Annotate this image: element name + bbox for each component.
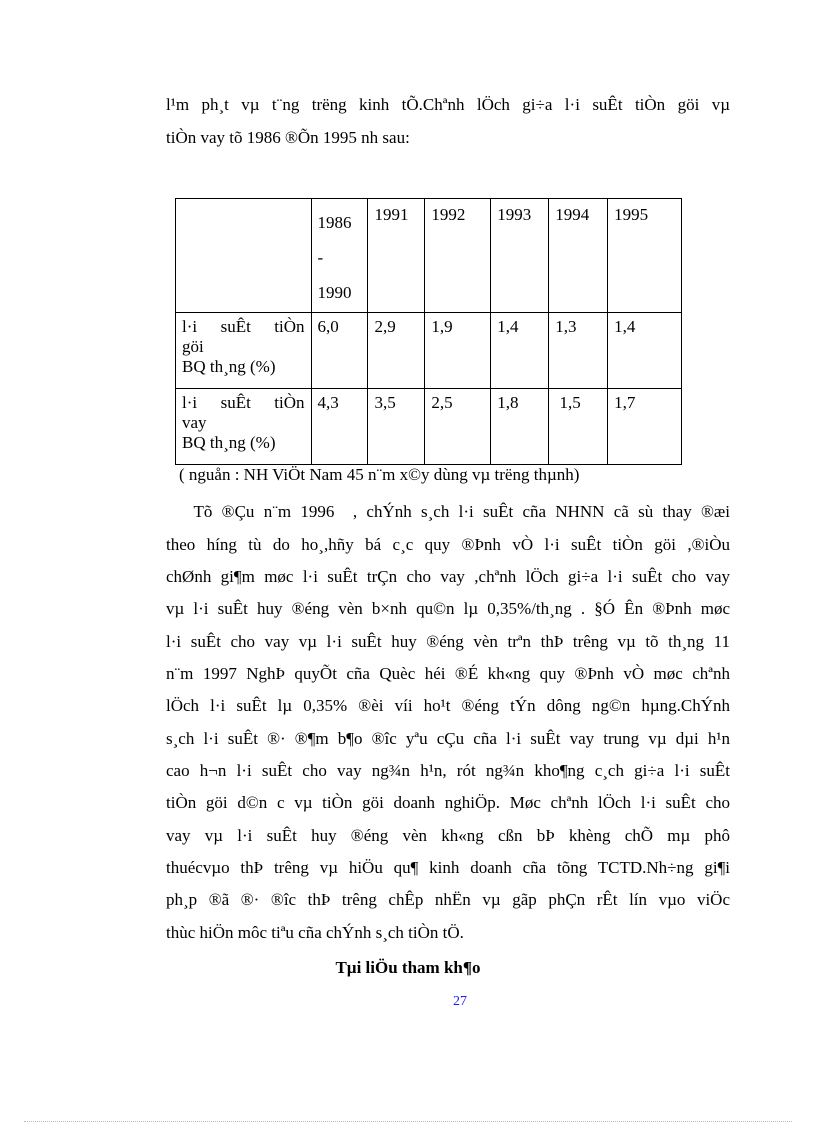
- row-label-line: BQ th¸ng (%): [182, 433, 276, 452]
- body-line: theo híng tù do ho¸,hñy bá c¸c quy ®Þnh vÒ l·i suÊt tiÒn göi ,®iÒu: [166, 535, 730, 554]
- intro-line-2: tiÒn vay tõ 1986 ®Õn 1995 nh sau:: [166, 128, 410, 147]
- intro-line-1: l¹m ph¸t vµ t¨ng trëng kinh tÕ.Chªnh lÖch gi÷a l·i suÊt tiÒn göi vµ: [166, 95, 730, 114]
- header-year: 1991: [368, 199, 425, 313]
- table-cell: 4,3: [311, 389, 368, 465]
- row-label-line: l·i suÊt tiÒn: [182, 393, 305, 412]
- body-line: Tõ ®Çu n¨m 1996 , chÝnh s¸ch l·i suÊt cña NHNN cã sù thay ®æi: [166, 502, 730, 521]
- table-cell: 1,5: [549, 389, 608, 465]
- body-line: n¨m 1997 NghÞ quyÕt cña Quèc héi ®É kh«ng quy ®Þnh vÒ møc chªnh: [166, 664, 730, 683]
- table-cell: 6,0: [311, 313, 368, 389]
- row-label-line: vay: [182, 413, 207, 432]
- table-cell: 2,9: [368, 313, 425, 389]
- page-number: 27: [453, 994, 467, 1009]
- body-line: ph¸p ®ã ®· ®îc thÞ trêng chÊp nhËn vµ gãp phÇn rÊt lín vµo viÖc: [166, 890, 730, 909]
- table-cell: 1,8: [491, 389, 549, 465]
- table-header-row: [176, 199, 682, 313]
- row-label-loan-rate: [176, 389, 312, 465]
- header-year: 1993: [491, 199, 549, 313]
- table-corner-cell: [176, 199, 312, 313]
- body-line: chØnh gi¶m møc l·i suÊt trÇn cho vay ,chªnh lÖch gi÷a l·i suÊt cho vay: [166, 567, 730, 586]
- header-year-start: 1986: [317, 213, 352, 232]
- table-cell: 3,5: [368, 389, 425, 465]
- interest-rate-table: [175, 198, 682, 465]
- table-cell: 1,4: [491, 313, 549, 389]
- table-cell: 1,3: [549, 313, 608, 389]
- table-cell: 2,5: [425, 389, 491, 465]
- header-year: 1995: [608, 199, 682, 313]
- row-label-line: BQ th¸ng (%): [182, 357, 276, 376]
- body-line: tiÒn göi d©n c vµ tiÒn göi doanh nghiÖp. Møc chªnh lÖch l·i suÊt cho: [166, 793, 730, 812]
- table-cell: 1,9: [425, 313, 491, 389]
- body-line: thuécvµo thÞ trêng vµ hiÖu qu¶ kinh doanh cña tõng TCTD.Nh÷ng gi¶i: [166, 858, 730, 877]
- footer-divider: [24, 1121, 792, 1122]
- header-year-dash: -: [317, 248, 324, 267]
- table-cell: 1,4: [608, 313, 682, 389]
- header-year-1986-1990: [311, 199, 368, 313]
- body-line: thùc hiÖn môc tiªu cña chÝnh s¸ch tiÒn tÖ.: [166, 923, 464, 942]
- table-cell: 1,7: [608, 389, 682, 465]
- body-line: s¸ch l·i suÊt ®· ®¶m b¶o ®îc yªu cÇu cña l·i suÊt vay trung vµ dµi h¹n: [166, 729, 730, 748]
- header-year: 1992: [425, 199, 491, 313]
- references-heading: Tµi liÖu tham kh¶o: [335, 958, 481, 977]
- row-label-line: l·i suÊt tiÒn: [182, 317, 305, 336]
- table-source-note: ( nguån : NH ViÖt Nam 45 n¨m x©y dùng vµ trëng thµnh): [179, 465, 580, 484]
- row-label-line: göi: [182, 337, 204, 356]
- table-row: [176, 313, 682, 389]
- body-line: l·i suÊt cho vay vµ l·i suÊt huy ®éng vèn trªn thÞ trêng vµ tõ th¸ng 11: [166, 632, 730, 651]
- header-year: 1994: [549, 199, 608, 313]
- table-row: [176, 389, 682, 465]
- body-line: vay vµ l·i suÊt huy ®éng vèn kh«ng cßn bÞ khèng chÕ mµ phô: [166, 826, 730, 845]
- body-line: vµ l·i suÊt huy ®éng vèn b×nh qu©n lµ 0,35%/th¸ng . §Ó Ên ®Þnh møc: [166, 599, 730, 618]
- body-line: cao h¬n l·i suÊt cho vay ng¾n h¹n, rót ng¾n kho¶ng c¸ch gi÷a l·i suÊt: [166, 761, 730, 780]
- body-line: lÖch l·i suÊt lµ 0,35% ®èi víi ho¹t ®éng tÝn dông ng©n hµng.ChÝnh: [166, 696, 730, 715]
- row-label-deposit-rate: [176, 313, 312, 389]
- header-year-end: 1990: [317, 283, 352, 302]
